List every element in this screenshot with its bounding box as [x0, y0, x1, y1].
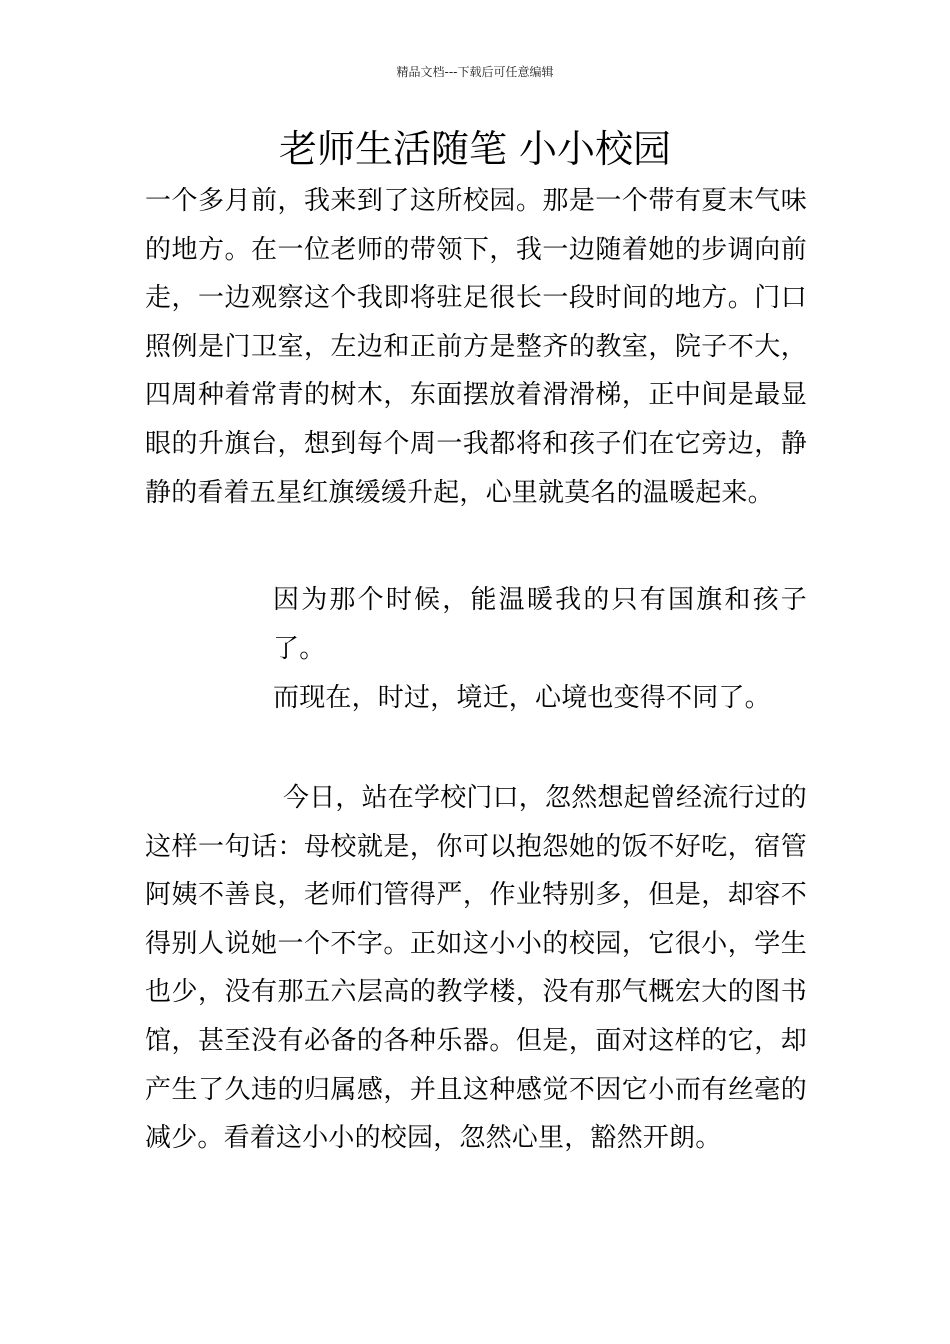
paragraph-arrival: 一个多月前，我来到了这所校园。那是一个带有夏末气味的地方。在一位老师的带领下，我一边随着她的步调向前走，一边观察这个我即将驻足很长一段时间的地方。门口照例是门卫室，左边和正前方是整齐的教室，院子不大，四周种着常青的树木，东面摆放着滑滑梯，正中间是最显眼的升旗台，想到每个周一我都将和孩子们在它旁边，静静的看着五星红旗缓缓升起，心里就莫名的温暖起来。 — [145, 186, 807, 508]
paragraph-change: 而现在，时过，境迁，心境也变得不同了。 — [273, 683, 771, 713]
document-title: 老师生活随笔 小小校园 — [278, 127, 672, 171]
paragraph-warmth: 因为那个时候，能温暖我的只有国旗和孩子了。 — [273, 585, 807, 664]
header-note: 精品文档---下载后可任意编辑 — [396, 65, 554, 79]
paragraph-today-text: 今日，站在学校门口，忽然想起曾经流行过的这样一句话：母校就是，你可以抱怨她的饭不好吃，宿管阿姨不善良，老师们管得严，作业特别多，但是，却容不得别人说她一个不字。正如这小小的校园，它很小，学生也少，没有那五六层高的教学楼，没有那气概宏大的图书馆，甚至没有必备的各种乐器。但是，面对这样的它，却产生了久违的归属感，并且这种感觉不因它小而有丝毫的减少。看着这小小的校园，忽然心里，豁然开朗。 — [145, 783, 808, 1154]
paragraph-today — [145, 774, 807, 1163]
